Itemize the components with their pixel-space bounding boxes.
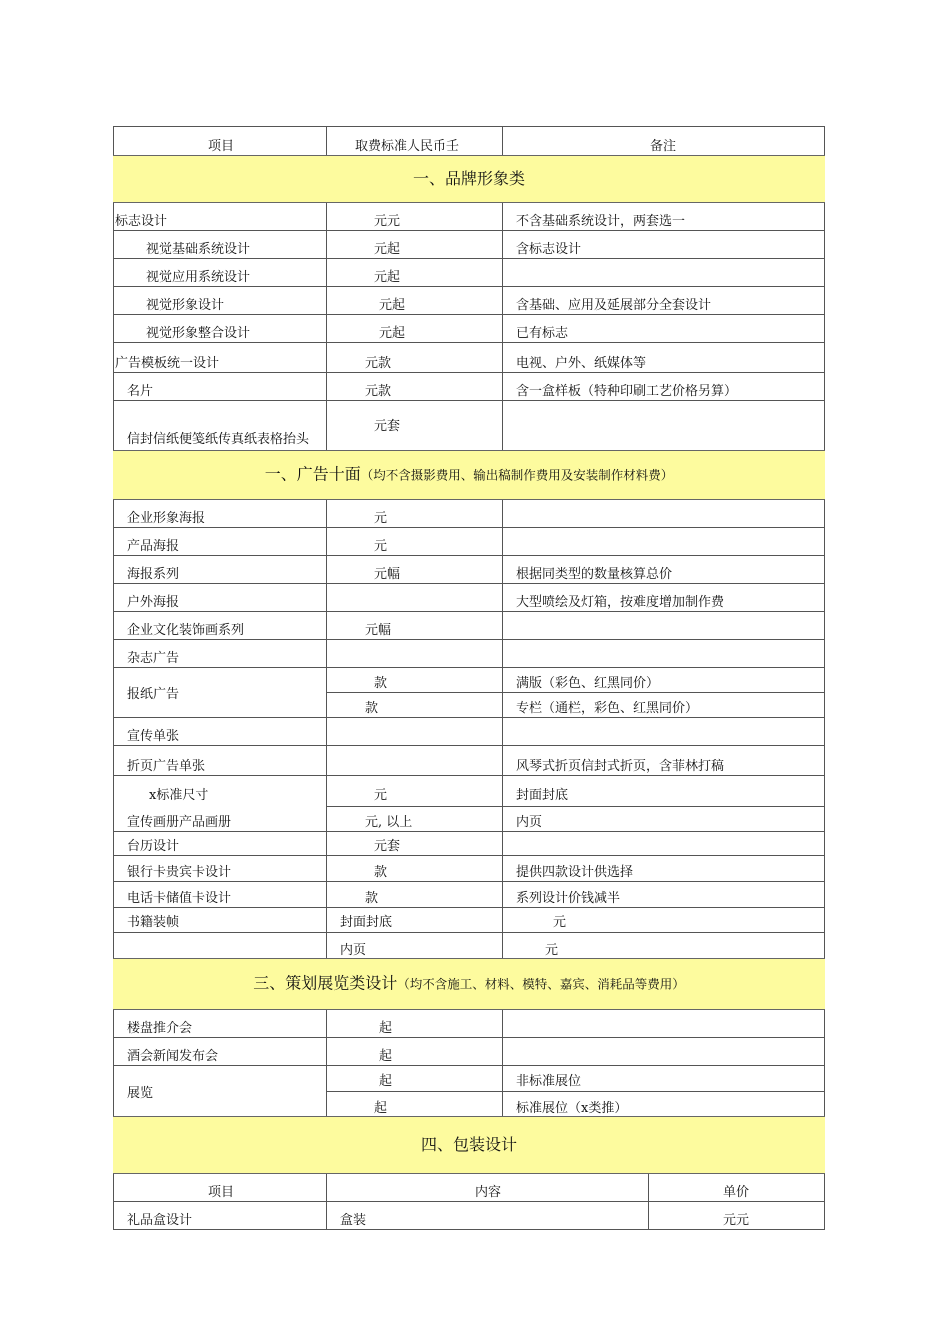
row-name: 名片: [127, 384, 154, 399]
table-row: [113, 500, 825, 528]
row-name: 酒会新闻发布会: [127, 1049, 219, 1064]
section-title-advertising: 一、广告十面（均不含摄影费用、输出稿制作费用及安装制作材料费）: [264, 464, 674, 484]
table-header-row: [113, 126, 825, 156]
row-note: 不含基础系统设计，两套选一: [516, 214, 686, 229]
row-name: 宣传单张: [127, 729, 180, 744]
row-name: 台历设计: [127, 839, 180, 854]
row-price: 款: [374, 676, 388, 691]
row-price: 元起: [379, 326, 406, 341]
row-price: 元套: [374, 419, 401, 434]
row-name: 广告模板统一设计: [115, 356, 220, 371]
table-row-exhibition: [113, 1066, 825, 1116]
table-row: [113, 203, 825, 231]
row-name: 电话卡储值卡设计: [127, 891, 232, 906]
row-name: 海报系列: [127, 567, 180, 582]
table-row: [113, 1202, 825, 1230]
table-row: [113, 856, 825, 882]
table-row-books: [113, 908, 825, 958]
row-note: 含一盒样板（特种印刷工艺价格另算）: [516, 384, 738, 399]
table-row: [113, 832, 825, 856]
row-price: 起: [379, 1021, 393, 1036]
row-note: 电视、户外、纸媒体等: [516, 356, 647, 371]
row-note: 封面封底: [516, 788, 569, 803]
row-name: 视觉基础系统设计: [146, 242, 251, 257]
packaging-header-row: [113, 1174, 825, 1202]
packaging-header-content: 内容: [475, 1185, 502, 1200]
row-price: 起: [374, 1101, 388, 1116]
table-row-brochure: [113, 776, 825, 832]
packaging-header-item: 项目: [208, 1185, 235, 1200]
table-row-newspaper: [113, 668, 825, 718]
table-row: [113, 401, 825, 450]
row-note: 非标准展位: [516, 1074, 582, 1089]
table-row: [113, 373, 825, 401]
table-row: [113, 231, 825, 259]
row-name: 礼品盒设计: [127, 1213, 193, 1228]
row-name: 产品海报: [127, 539, 180, 554]
table-row: [113, 528, 825, 556]
table-row: [113, 640, 825, 668]
row-price: 元起: [374, 270, 401, 285]
row-price: 元起: [374, 242, 401, 257]
row-note: 元: [545, 943, 559, 958]
row-price: 元幅: [374, 567, 401, 582]
row-content: 盒装: [340, 1213, 367, 1228]
table-row: [113, 259, 825, 287]
row-name: 企业形象海报: [127, 511, 206, 526]
table-row: [113, 718, 825, 746]
table-row: [113, 746, 825, 776]
row-note: 已有标志: [516, 326, 569, 341]
row-name: 户外海报: [127, 595, 180, 610]
header-remarks: 备注: [650, 139, 677, 154]
row-note: 根据同类型的数量核算总价: [516, 567, 673, 582]
row-price: 元: [374, 788, 388, 803]
row-note: 大型喷绘及灯箱，按难度增加制作费: [516, 595, 725, 610]
row-note: 专栏（通栏，彩色、红黑同价）: [516, 701, 699, 716]
section-band-advertising: [113, 450, 825, 500]
row-price: 元: [374, 511, 388, 526]
section-title-packaging: 四、包装设计: [420, 1135, 517, 1154]
section-title-exhibition: 三、策划展览类设计（均不含施工、材料、模特、嘉宾、消耗品等费用）: [253, 973, 685, 993]
row-name: 视觉形象设计: [146, 298, 225, 313]
section-band-brand: [113, 155, 825, 203]
table-row: [113, 287, 825, 315]
section-title-brand: 一、品牌形象类: [412, 169, 525, 188]
row-name: 标志设计: [115, 214, 168, 229]
row-name: 书籍装帧: [127, 915, 180, 930]
row-name: 楼盘推介会: [127, 1021, 193, 1036]
row-note: 风琴式折页信封式折页，含菲林打稿: [516, 759, 725, 774]
row-price: 款: [374, 865, 388, 880]
table-row: [113, 1038, 825, 1066]
row-name: 视觉形象整合设计: [146, 326, 251, 341]
brochure-size: x标准尺寸: [149, 788, 209, 803]
row-price: 封面封底: [340, 915, 393, 930]
row-price: 元幅: [365, 623, 392, 638]
row-price: 元: [374, 539, 388, 554]
row-price: 元款: [365, 356, 392, 371]
row-price: 元起: [379, 298, 406, 313]
table-row: [113, 315, 825, 343]
table-row: [113, 556, 825, 584]
row-note: 内页: [516, 815, 543, 830]
packaging-header-unit-price: 单价: [723, 1185, 750, 1200]
header-item: 项目: [208, 139, 235, 154]
table-row: [113, 584, 825, 612]
row-name: 企业文化装饰画系列: [127, 623, 245, 638]
row-name: 宣传画册产品画册: [127, 815, 232, 830]
row-price: 款: [365, 701, 379, 716]
row-name: 信封信纸便笺纸传真纸表格抬头: [127, 432, 310, 447]
row-price: 元元: [374, 214, 401, 229]
table-row: [113, 882, 825, 908]
row-price: 起: [379, 1049, 393, 1064]
table-row: [113, 343, 825, 373]
row-note: 含基础、应用及延展部分全套设计: [516, 298, 712, 313]
header-fee-standard: 取费标准人民币壬: [355, 139, 460, 154]
row-name: 展览: [127, 1086, 154, 1101]
row-price: 元元: [723, 1213, 750, 1228]
row-price: 款: [365, 891, 379, 906]
row-price: 元款: [365, 384, 392, 399]
row-name: 折页广告单张: [127, 759, 206, 774]
row-note: 标准展位（x类推）: [516, 1101, 628, 1116]
section-band-packaging: [113, 1116, 825, 1174]
section-band-exhibition: [113, 958, 825, 1010]
row-name: 杂志广告: [127, 651, 180, 666]
row-note: 系列设计价钱减半: [516, 891, 621, 906]
section-subtitle-advertising: （均不含摄影费用、输出稿制作费用及安装制作材料费）: [360, 467, 674, 483]
table-row: [113, 612, 825, 640]
row-note: 含标志设计: [516, 242, 582, 257]
row-name: 银行卡贵宾卡设计: [127, 865, 232, 880]
row-note: 提供四款设计供选择: [516, 865, 634, 880]
row-price: 内页: [340, 943, 367, 958]
section-subtitle-exhibition: （均不含施工、材料、模特、嘉宾、消耗品等费用）: [397, 976, 685, 992]
row-price: 起: [379, 1074, 393, 1089]
table-row: [113, 1010, 825, 1038]
row-price: 元套: [374, 839, 401, 854]
row-price: 元, 以上: [365, 815, 413, 830]
row-name: 视觉应用系统设计: [146, 270, 251, 285]
row-note: 元: [553, 915, 567, 930]
row-note: 满版（彩色、红黑同价）: [516, 676, 660, 691]
row-name: 报纸广告: [127, 687, 180, 702]
